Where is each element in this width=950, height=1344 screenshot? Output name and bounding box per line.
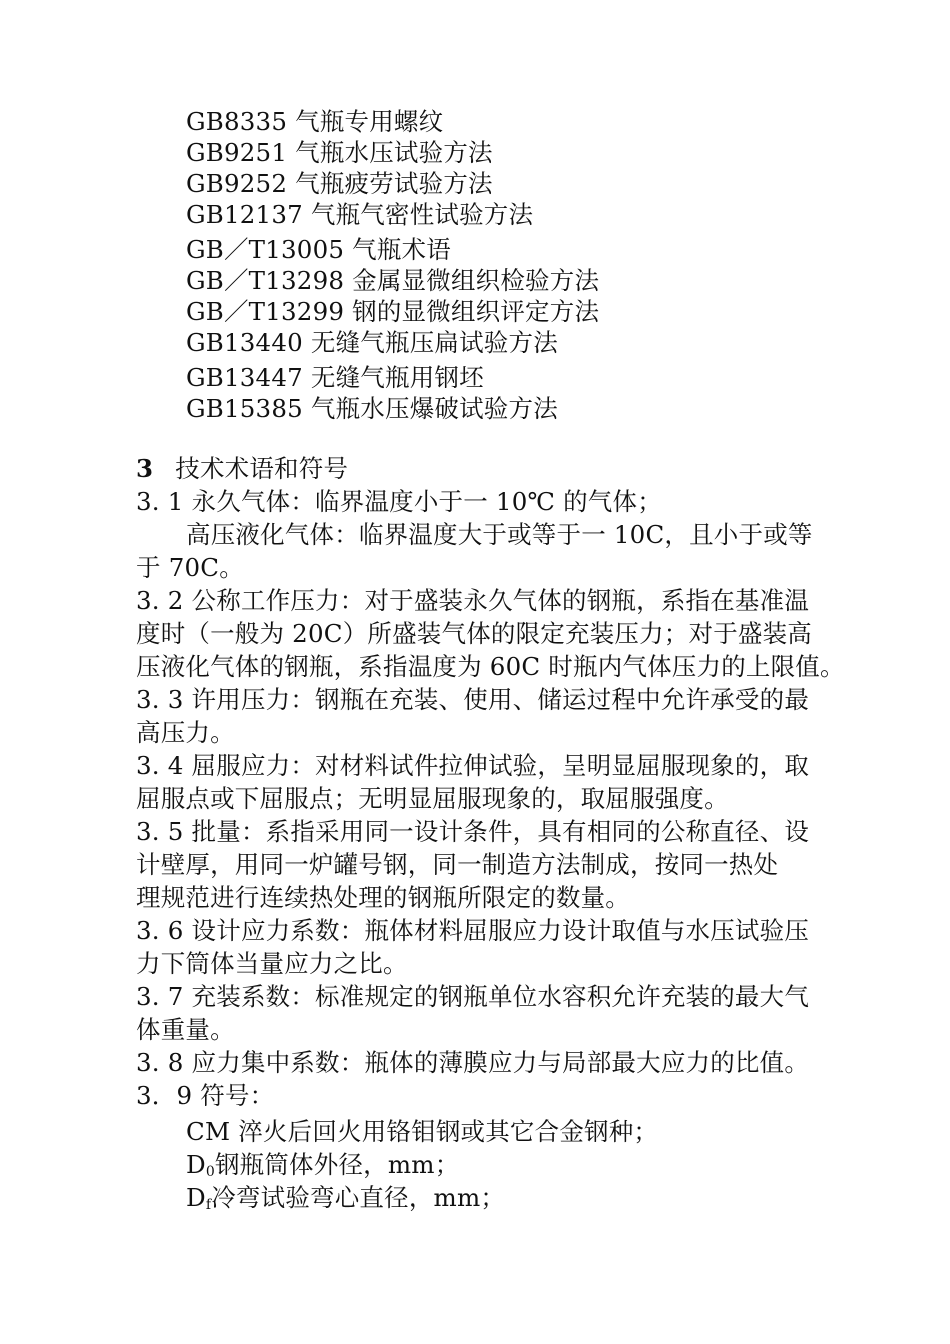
- paragraph-line: 计壁厚，用同一炉罐号钢，同一制造方法制成，按同一热处: [136, 850, 779, 879]
- paragraph-line: 高压力。: [136, 718, 235, 747]
- paragraph-line: 3．9 符号：: [136, 1081, 275, 1110]
- symbol-subscript: 0: [205, 1164, 215, 1180]
- paragraph-line: 度时（一般为 20C）所盛装气体的限定充装压力；对于盛装高: [136, 619, 813, 648]
- reference-line: GB13440 无缝气瓶压扁试验方法: [186, 328, 558, 357]
- reference-line: GB9251 气瓶水压试验方法: [186, 138, 493, 167]
- symbol-definition: 钢瓶筒体外径，mm；: [214, 1150, 460, 1179]
- section-heading: [136, 453, 348, 485]
- symbol-definition: CM 淬火后回火用铬钼钢或其它合金钢种；: [186, 1117, 659, 1146]
- reference-line: GB13447 无缝气瓶用钢坯: [186, 363, 484, 392]
- paragraph-line: 3. 7 充装系数：标准规定的钢瓶单位水容积允许充装的最大气: [136, 982, 810, 1011]
- symbol-line: [186, 1116, 658, 1148]
- reference-line: GB9252 气瓶疲劳试验方法: [186, 169, 493, 198]
- reference-line: GB15385 气瓶水压爆破试验方法: [186, 394, 558, 423]
- paragraph-line: 3. 5 批量：系指采用同一设计条件，具有相同的公称直径、设: [136, 817, 810, 846]
- paragraph-line: 理规范进行连续热处理的钢瓶所限定的数量。: [136, 883, 630, 912]
- paragraph-line: 3. 1 永久气体：临界温度小于一 10℃ 的气体；: [136, 487, 662, 516]
- reference-line: GB12137 气瓶气密性试验方法: [186, 200, 534, 229]
- symbol-line: [186, 1182, 505, 1221]
- symbol-definition: 冷弯试验弯心直径，mm；: [211, 1183, 506, 1212]
- section-title: 技术术语和符号: [175, 454, 349, 483]
- reference-line: GB／T13299 钢的显微组织评定方法: [186, 297, 600, 326]
- symbol-letter: D: [186, 1183, 206, 1212]
- section-number: 3: [136, 454, 154, 483]
- paragraph-line: 力下筒体当量应力之比。: [136, 949, 408, 978]
- paragraph-line: 于 70C。: [136, 553, 244, 582]
- paragraph-line: 3. 2 公称工作压力：对于盛装永久气体的钢瓶，系指在基准温: [136, 586, 810, 615]
- paragraph-line: 高压液化气体：临界温度大于或等于一 10C，且小于或等: [186, 520, 813, 549]
- paragraph-line: 屈服点或下屈服点；无明显屈服现象的，取屈服强度。: [136, 784, 729, 813]
- symbol-subscript: f: [205, 1197, 212, 1213]
- paragraph-line: 压液化气体的钢瓶，系指温度为 60C 时瓶内气体压力的上限值。: [136, 652, 845, 681]
- symbol-letter: D: [186, 1150, 206, 1179]
- paragraph-line: 3. 8 应力集中系数：瓶体的薄膜应力与局部最大应力的比值。: [136, 1048, 810, 1077]
- reference-line: GB／T13298 金属显微组织检验方法: [186, 266, 600, 295]
- reference-line: GB8335 气瓶专用螺纹: [186, 107, 444, 136]
- paragraph-line: 3. 6 设计应力系数：瓶体材料屈服应力设计取值与水压试验压: [136, 916, 810, 945]
- paragraph-line: 体重量。: [136, 1015, 235, 1044]
- paragraph-line: 3. 3 许用压力：钢瓶在充装、使用、储运过程中允许承受的最: [136, 685, 810, 714]
- paragraph-line: 3. 4 屈服应力：对材料试件拉伸试验，呈明显屈服现象的，取: [136, 751, 810, 780]
- reference-line: GB／T13005 气瓶术语: [186, 235, 451, 264]
